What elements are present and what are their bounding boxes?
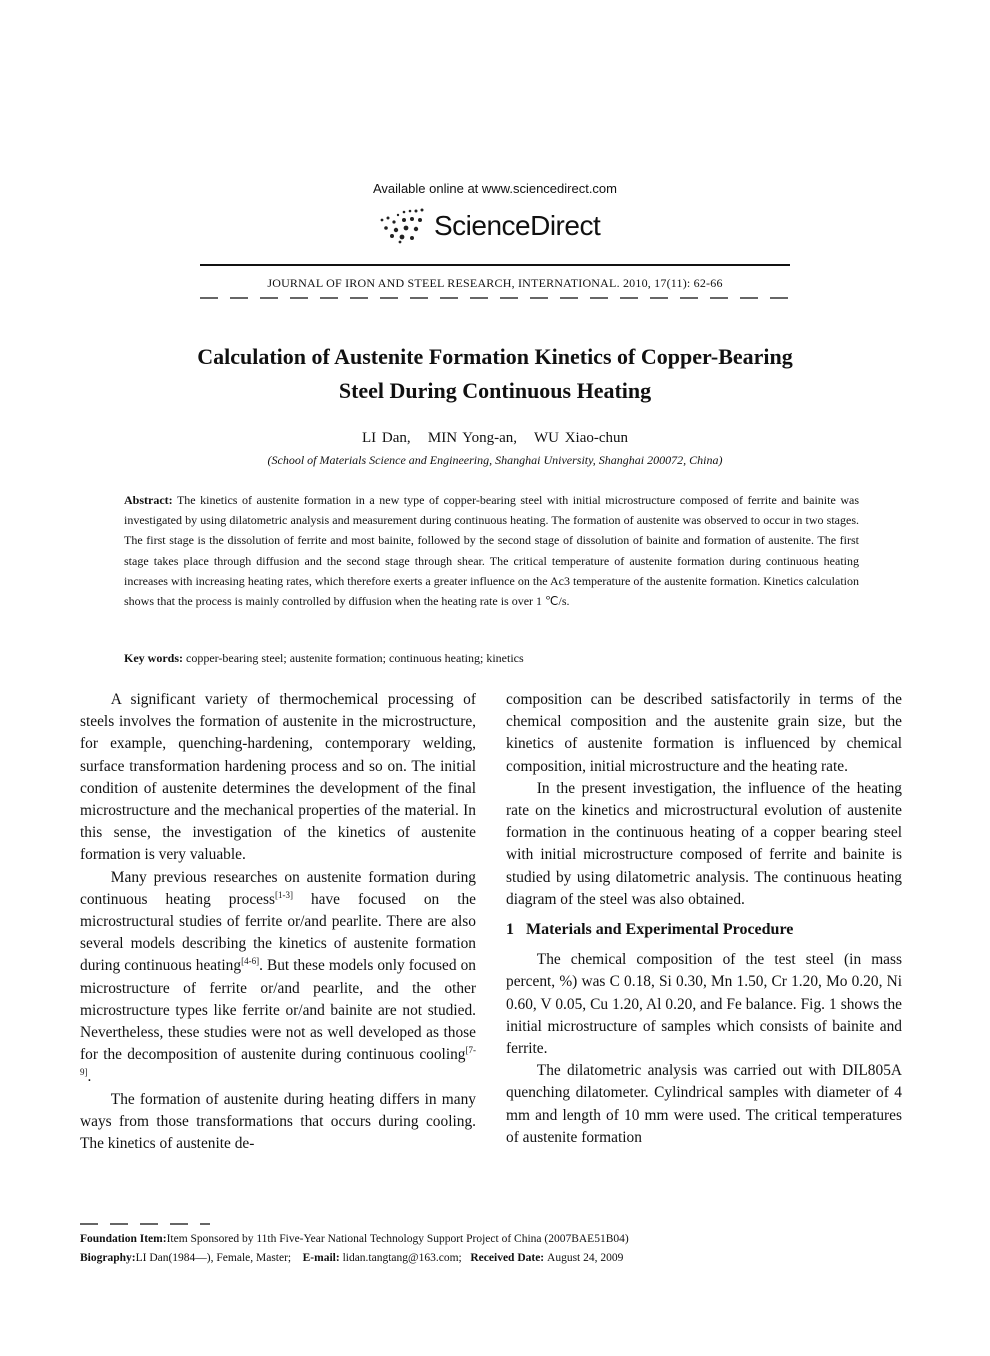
authors: LI Dan, MIN Yong-an, WU Xiao-chun [361, 430, 629, 446]
keywords-text: copper-bearing steel; austenite formation; continuous heating; kinetics [186, 651, 524, 665]
citation-ref: [1-3] [274, 889, 293, 900]
title-line-2: Steel During Continuous Heating [338, 378, 652, 403]
citation-ref: [4-6] [241, 956, 260, 967]
paragraph: A significant variety of thermochemical processing of steels involves the formation of austenite in the microstructure, for example, quenching-hardening, contemporary welding, surface transformation hardening process and so on. The initial condition of austenite determines the development of the final microstructure and the mechanical properties of the material. In this sense, the investigation of the kinetics of austenite formation is very valuable. [80, 691, 476, 864]
abstract-text: The kinetics of austenite formation in a new type of copper-bearing steel with initial microstructure composed of ferrite and bainite was investigated by using dilatometric analysis and measurement during continuous heating. The formation of austenite was observed to occur in two stages. The first stage is the dissolution of ferrite and most bainite, followed by the second stage of dissolution of bainite and formation of austenite. The first stage takes place through diffusion and the second stage through shear. The critical temperature of austenite formation during continuous heating increases with increasing heating rates, which therefore exerts a greater influence on the Ac3 temperature of the austenite formation. Kinetics calculation shows that the process is mainly controlled by diffusion when the heating rate is over 1 ℃/s. [124, 493, 859, 609]
keywords [124, 651, 859, 666]
paragraph: The dilatometric analysis was carried out with DIL805A quenching dilatometer. Cylindrical samples with diameter of 4 mm and length of 10 mm were used. The critical temperatures of austenite formation [506, 1062, 902, 1146]
affiliation: (School of Materials Science and Engineering, Shanghai University, Shanghai 200072, China) [267, 453, 723, 467]
available-online-text: Available online at www.sciencedirect.com [373, 181, 617, 196]
abstract [124, 490, 859, 611]
title-line-1: Calculation of Austenite Formation Kinetics of Copper-Bearing [197, 344, 793, 369]
body-column-left [80, 689, 476, 1155]
sciencedirect-name: ScienceDirect [434, 210, 601, 241]
sciencedirect-logo [374, 208, 600, 244]
footnote-rule [80, 1222, 210, 1226]
article-title [0, 340, 990, 408]
keywords-label: Key words: [124, 651, 183, 665]
header-rule [200, 264, 790, 266]
footnote-foundation: Foundation Item:Item Sponsored by 11th Five-Year National Technology Support Project of China (2007BAE51B04) [80, 1233, 629, 1245]
section-heading: 1 Materials and Experimental Procedure [506, 921, 794, 939]
sciencedirect-dots-icon [374, 208, 432, 244]
citation-ref: [7-9] [80, 1045, 476, 1078]
paragraph: Many previous researches on austenite formation during continuous heating process[1-3] have focused on the microstructural studies of ferrite or/and pearlite. There are also several models describing the kinetics of austenite formation during continuous heating[4-6]. But these models only focused on microstructure of ferrite or/and pearlite, and the other microstructure types like ferrite or/and bainite are not studied. Nevertheless, these studies were not as well developed as those for the decomposition of austenite during continuous cooling[7-9]. [80, 868, 476, 1086]
footnote-biography: Biography:LI Dan(1984—), Female, Master; E-mail: lidan.tangtang@163.com; Received Date: August 24, 2009 [80, 1252, 624, 1264]
header-dashed-rule [200, 296, 790, 300]
abstract-label: Abstract: [124, 493, 173, 507]
paragraph: The chemical composition of the test steel (in mass percent, %) was C 0.18, Si 0.30, Mn 1.50, Cr 1.20, Mo 0.20, Ni 0.60, V 0.05, Cu 1.20, Al 0.20, and Fe balance. Fig. 1 shows the initial microstructure of samples which consists of bainite and ferrite. [506, 951, 902, 1058]
journal-citation: JOURNAL OF IRON AND STEEL RESEARCH, INTERNATIONAL. 2010, 17(11): 62-66 [267, 276, 723, 290]
paragraph: The formation of austenite during heating differs in many ways from those transformations that occurs during cooling. The kinetics of austenite de- [80, 1090, 476, 1153]
paragraph: composition can be described satisfactorily in terms of the chemical composition and the austenite grain size, but the kinetics of austenite formation is influenced by chemical composition, initial microstructure and the heating rate. [506, 691, 902, 775]
paragraph: In the present investigation, the influence of the heating rate on the kinetics and microstructural evolution of austenite formation in the continuous heating of a copper bearing steel with initial microstructure composed of ferrite and bainite is studied by using dilatometric analysis. The continuous heating diagram of the steel was also obtained. [506, 779, 902, 908]
body-column-right [506, 689, 902, 1149]
